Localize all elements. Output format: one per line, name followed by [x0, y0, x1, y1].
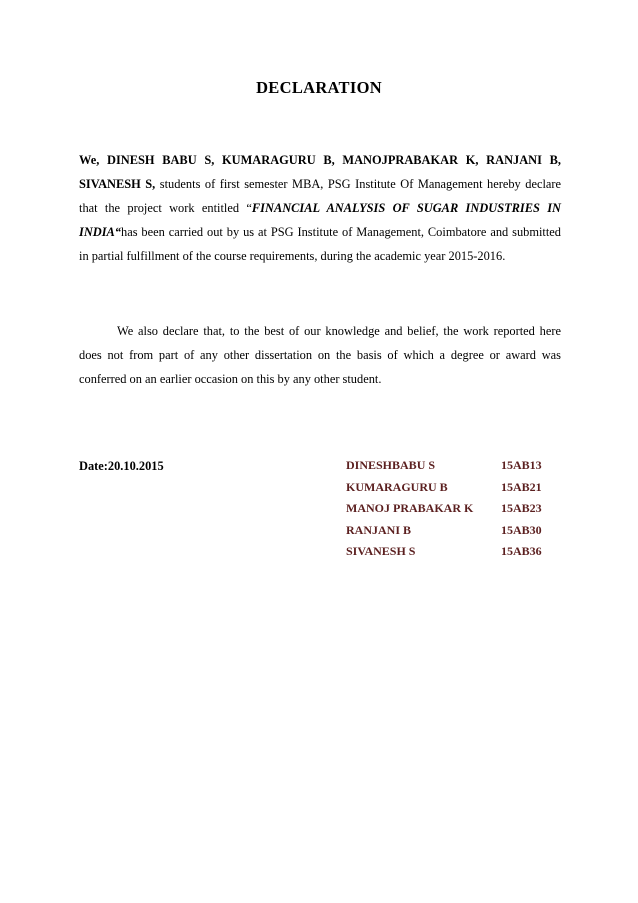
declaration-text-rest: has been carried out by us at PSG Institute of Management, Coimbatore and submitted in partial fulfillment of the course requirements, during the academic year 2015-2016. — [79, 225, 561, 263]
signatory-name: DINESHBABU S — [346, 458, 436, 472]
signatory-roll-number: 15AB30 — [501, 522, 542, 537]
signatory-roll-number: 15AB23 — [501, 501, 542, 515]
declaration-date: Date:20.10.2015 — [79, 459, 164, 473]
project-title: FINANCIAL ANALYSIS OF SUGAR INDUSTRIES IN INDIA“ — [79, 201, 562, 239]
signatory-name: SIVANESH S — [346, 544, 416, 558]
originality-paragraph: We also declare that, to the best of our knowledge and belief, the work reported here does not from part of any other dissertation on the basis of which a degree or award was conferred on an earlier occasion on this by any other student. — [79, 324, 561, 386]
signatory-roll-number: 15AB36 — [501, 544, 542, 558]
signatory-roll-number: 15AB21 — [501, 479, 542, 494]
signatory-roll-number: 15AB13 — [501, 458, 542, 472]
declaration-text-intro: students of first semester MBA, PSG Institute Of Management hereby declare that the project work entitled “ — [79, 177, 562, 215]
page-title: DECLARATION — [256, 78, 382, 97]
signatory-name: MANOJ PRABAKAR K — [346, 501, 474, 515]
signatory-name: KUMARAGURU B — [346, 479, 448, 494]
student-names: We, DINESH BABU S, KUMARAGURU B, MANOJPRABAKAR K, RANJANI B, SIVANESH S, — [79, 153, 561, 191]
signatory-name: RANJANI B — [346, 522, 412, 537]
declaration-paragraph — [79, 148, 561, 268]
